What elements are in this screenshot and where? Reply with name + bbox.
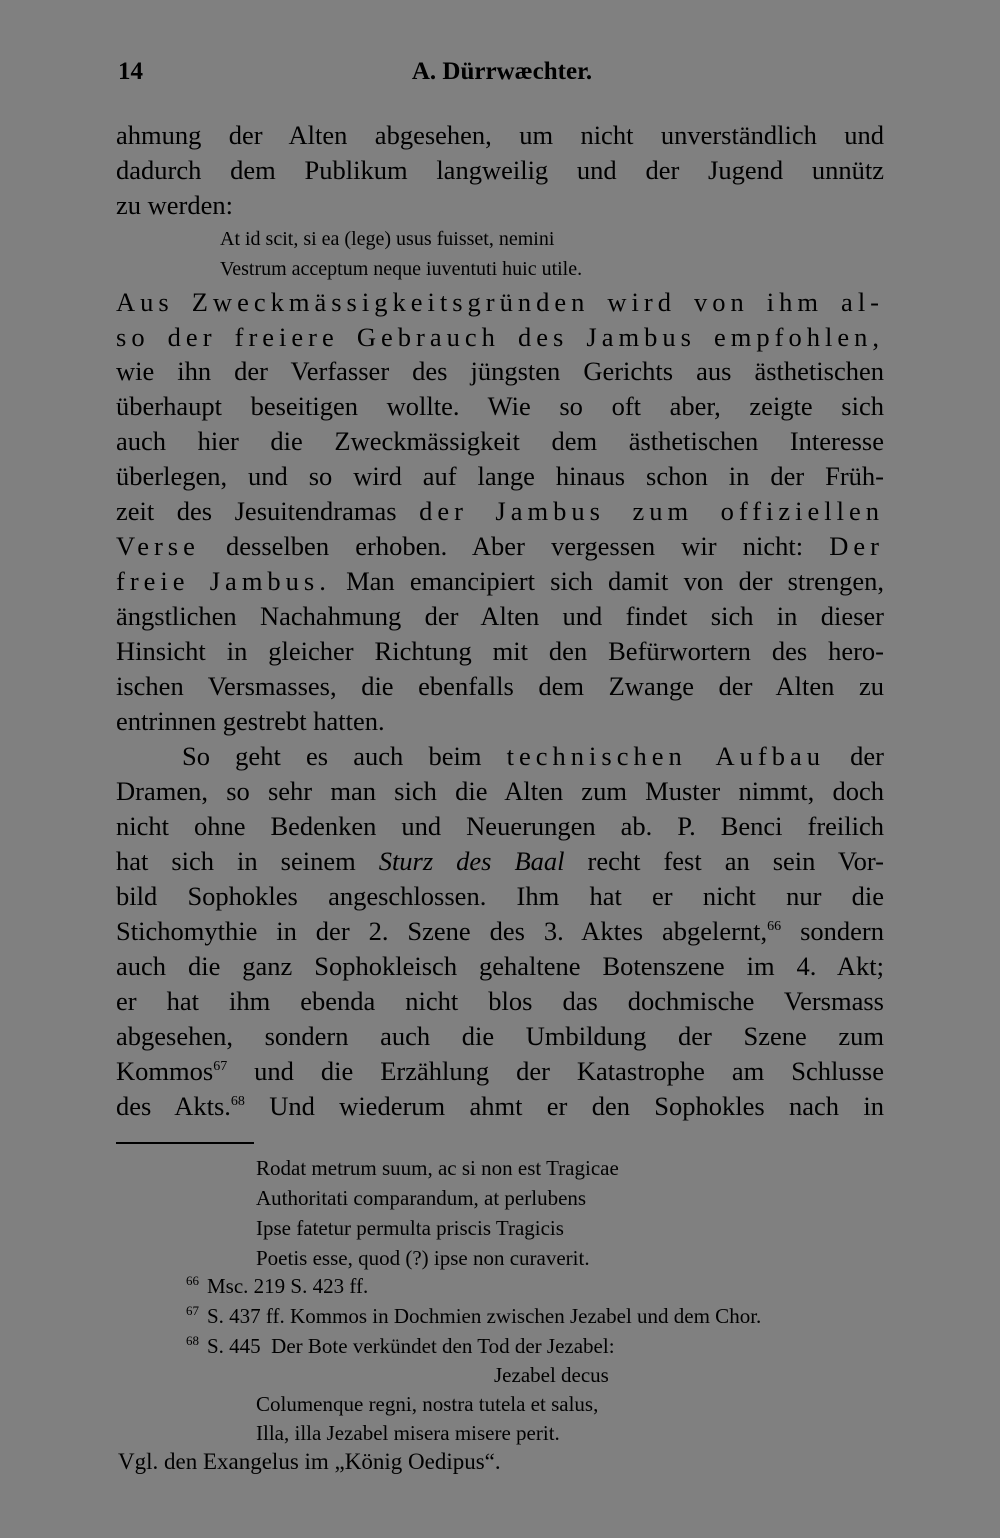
text-line bbox=[182, 739, 884, 774]
quote-line: Vestrum acceptum neque iuventuti huic utile. bbox=[220, 258, 583, 280]
text-line: entrinnen gestrebt hatten. bbox=[116, 706, 385, 736]
text-line: Aus Zweckmässigkeitsgründen wird von ihm al- bbox=[116, 287, 884, 317]
footnote-ref: 66 bbox=[767, 919, 782, 935]
text-line: so der freiere Gebrauch des Jambus empfohlen, bbox=[116, 322, 884, 352]
spaced-text: Der bbox=[829, 531, 884, 561]
text-line: Hinsicht in gleicher Richtung mit den Befürwortern des hero- bbox=[116, 636, 884, 666]
footnote-mark: 66 bbox=[186, 1273, 199, 1288]
text-line: auch hier die Zweckmässigkeit dem ästhetischen Interesse bbox=[116, 426, 884, 456]
text-span: Und wiederum ahmt er den Sophokles nach in bbox=[269, 1091, 884, 1121]
text-line: überhaupt beseitigen wollte. Wie so oft aber, zeigte sich bbox=[116, 391, 884, 421]
text-span: zeit des Jesuitendramas bbox=[116, 496, 397, 526]
footnote-mark: 67 bbox=[186, 1303, 199, 1318]
text-line bbox=[116, 1089, 884, 1124]
spaced-text: freie Jambus. bbox=[116, 566, 331, 596]
page-header bbox=[118, 58, 886, 94]
text-line bbox=[116, 914, 884, 949]
spaced-text: der Jambus zum offiziellen bbox=[419, 496, 885, 526]
quote-line: At id scit, si ea (lege) usus fuisset, nemini bbox=[220, 228, 555, 250]
text-line: dadurch dem Publikum langweilig und der Jugend unnütz bbox=[116, 155, 884, 185]
footnote-66 bbox=[186, 1271, 368, 1301]
footnote-text: Msc. 219 S. 423 ff. bbox=[207, 1274, 369, 1298]
footnote-verse: Jezabel decus bbox=[494, 1363, 609, 1387]
text-line: auch die ganz Sophokleisch gehaltene Botenszene im 4. Akt; bbox=[116, 951, 884, 981]
spaced-text: Verse bbox=[116, 531, 200, 561]
spaced-text: technischen Aufbau bbox=[506, 741, 825, 771]
text-line bbox=[116, 844, 884, 879]
text-line: Dramen, so sehr man sich die Alten zum Muster nimmt, doch bbox=[116, 776, 884, 806]
text-span: So geht es auch beim bbox=[182, 741, 482, 771]
text-line bbox=[116, 564, 884, 599]
text-span: Kommos bbox=[116, 1056, 214, 1086]
running-head: A. Dürrwæchter. bbox=[411, 58, 593, 85]
footnote-text: S. 445 Der Bote verkündet den Tod der Jezabel: bbox=[207, 1334, 615, 1358]
text-line: ischen Versmasses, die ebenfalls dem Zwange der Alten zu bbox=[116, 671, 884, 701]
text-line: er hat ihm ebenda nicht blos das dochmische Versmass bbox=[116, 986, 884, 1016]
text-span: und die Erzählung der Katastrophe am Schlusse bbox=[254, 1056, 884, 1086]
footnote-mark: 68 bbox=[186, 1333, 199, 1348]
text-span: hat sich in seinem bbox=[116, 846, 356, 876]
text-line: ängstlichen Nachahmung der Alten und findet sich in dieser bbox=[116, 601, 884, 631]
text-span: Stichomythie in der 2. Szene des 3. Aktes abgelernt, bbox=[116, 916, 768, 946]
footnote-67 bbox=[186, 1301, 761, 1331]
text-line bbox=[116, 494, 884, 529]
footnote-verse: Authoritati comparandum, at perlubens bbox=[256, 1186, 587, 1210]
footnote-verse: Poetis esse, quod (?) ipse non curaverit. bbox=[256, 1246, 590, 1270]
text-span: Man emancipiert sich damit von der strengen, bbox=[346, 566, 885, 596]
text-line: ahmung der Alten abgesehen, um nicht unverständlich und bbox=[116, 120, 884, 150]
footnote-text: S. 437 ff. Kommos in Dochmien zwischen Jezabel und dem Chor. bbox=[207, 1304, 762, 1328]
page-number: 14 bbox=[118, 58, 143, 85]
text-span: der bbox=[850, 741, 885, 771]
footnote-verse: Rodat metrum suum, ac si non est Tragicae bbox=[256, 1156, 619, 1180]
text-line: zu werden: bbox=[116, 190, 233, 220]
text-line: überlegen, und so wird auf lange hinaus schon in der Früh- bbox=[116, 461, 884, 491]
text-line: bild Sophokles angeschlossen. Ihm hat er nicht nur die bbox=[116, 881, 884, 911]
italic-title: Sturz des Baal bbox=[378, 846, 565, 876]
footnote-verse: Columenque regni, nostra tutela et salus, bbox=[256, 1392, 599, 1416]
footnote-ref: 68 bbox=[230, 1094, 245, 1110]
text-span: desselben erhoben. Aber vergessen wir nicht: bbox=[226, 531, 804, 561]
text-line: abgesehen, sondern auch die Umbildung der Szene zum bbox=[116, 1021, 884, 1051]
text-span: sondern bbox=[800, 916, 884, 946]
footnote-reference: Vgl. den Exangelus im „König Oedipus“. bbox=[118, 1449, 501, 1474]
text-line bbox=[116, 1054, 884, 1089]
footnote-verse: Ipse fatetur permulta priscis Tragicis bbox=[256, 1216, 564, 1240]
text-span: des Akts. bbox=[116, 1091, 231, 1121]
footnote-verse: Illa, illa Jezabel misera misere perit. bbox=[256, 1421, 560, 1445]
text-line: nicht ohne Bedenken und Neuerungen ab. P. Benci freilich bbox=[116, 811, 884, 841]
footnote-68 bbox=[186, 1331, 615, 1361]
footnote-ref: 67 bbox=[213, 1059, 228, 1075]
text-line: wie ihn der Verfasser des jüngsten Gerichts aus ästhetischen bbox=[116, 356, 884, 386]
footnote-divider bbox=[116, 1142, 254, 1144]
text-span: recht fest an sein Vor- bbox=[587, 846, 884, 876]
text-line bbox=[116, 529, 884, 564]
